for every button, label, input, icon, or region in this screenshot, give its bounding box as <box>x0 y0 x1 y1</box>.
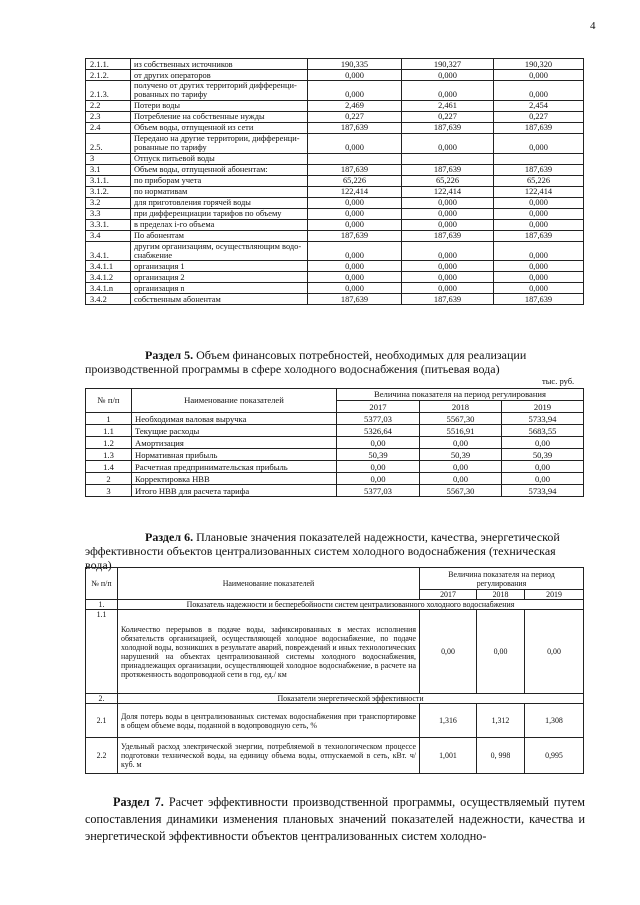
t2-cell-v1: 5326,64 <box>337 425 420 437</box>
t2-cell-v3: 0,00 <box>502 437 584 449</box>
t1-cell-num: 3.4.2 <box>86 294 131 305</box>
t1-cell-v1: 187,639 <box>308 294 402 305</box>
table-row <box>86 208 584 219</box>
t1-cell-name: собственным абонентам <box>131 294 308 305</box>
t1-cell-name: из собственных источников <box>131 59 308 70</box>
t1-cell-name: Объем воды, отпущенной абонентам: <box>131 164 308 175</box>
t2-cell-v1: 0,00 <box>337 437 420 449</box>
t1-cell-name: другим организациям, осуществляющим водо-снабжение <box>131 241 308 261</box>
t1-cell-v2: 0,000 <box>402 208 494 219</box>
t2-cell-num: 1.2 <box>86 437 132 449</box>
t1-cell-name: Потери воды <box>131 100 308 111</box>
t3-row22-v1: 1,001 <box>420 738 477 774</box>
t1-cell-v2: 0,000 <box>402 283 494 294</box>
t1-cell-num: 3.4.1.2 <box>86 272 131 283</box>
t1-cell-name: от других операторов <box>131 70 308 81</box>
section5-label: Раздел 5. <box>145 348 194 362</box>
table-row <box>86 122 584 133</box>
t3-year-2018: 2018 <box>477 590 525 600</box>
t1-cell-num: 2.3 <box>86 111 131 122</box>
t1-cell-v2: 187,639 <box>402 122 494 133</box>
table-row <box>86 425 584 437</box>
t1-cell-v3: 0,227 <box>494 111 584 122</box>
table-row <box>86 272 584 283</box>
t3-sec1-num: 1. <box>86 600 118 610</box>
t1-cell-v3: 187,639 <box>494 164 584 175</box>
t1-cell-v3: 0,000 <box>494 70 584 81</box>
t3-row21-v1: 1,316 <box>420 704 477 738</box>
table-row <box>86 59 584 70</box>
t3-row11-v2: 0,00 <box>477 610 525 694</box>
t1-cell-v3: 0,000 <box>494 219 584 230</box>
t1-cell-v2: 0,000 <box>402 197 494 208</box>
t1-cell-v2: 187,639 <box>402 164 494 175</box>
t1-cell-v1: 0,000 <box>308 241 402 261</box>
t3-row22-v2: 0, 998 <box>477 738 525 774</box>
t1-cell-name: организация 2 <box>131 272 308 283</box>
t2-header-num: № п/п <box>86 389 132 413</box>
t1-cell-v3: 0,000 <box>494 197 584 208</box>
table-row <box>86 70 584 81</box>
t1-cell-v1: 0,000 <box>308 272 402 283</box>
t1-cell-v2: 0,000 <box>402 133 494 153</box>
t2-cell-v2: 5567,30 <box>420 485 502 497</box>
t1-cell-num: 2.2 <box>86 100 131 111</box>
t1-cell-v1: 0,000 <box>308 133 402 153</box>
t1-cell-v1: 0,000 <box>308 261 402 272</box>
t1-cell-v1: 190,335 <box>308 59 402 70</box>
table-row <box>86 413 584 425</box>
financial-needs-table <box>85 388 584 497</box>
t1-cell-v3: 187,639 <box>494 122 584 133</box>
t2-cell-v1: 0,00 <box>337 473 420 485</box>
section6-heading <box>85 530 585 572</box>
t2-cell-name: Текущие расходы <box>132 425 337 437</box>
table-row <box>86 133 584 153</box>
t1-cell-v2: 65,226 <box>402 175 494 186</box>
t1-cell-v1 <box>308 153 402 164</box>
t3-row21-v2: 1,312 <box>477 704 525 738</box>
t1-cell-v3: 65,226 <box>494 175 584 186</box>
t1-cell-v2: 187,639 <box>402 230 494 241</box>
t2-cell-name: Итого НВВ для расчета тарифа <box>132 485 337 497</box>
t2-header-period: Величина показателя на период регулирования <box>337 389 584 401</box>
t1-cell-v2 <box>402 153 494 164</box>
t1-cell-num: 3.4 <box>86 230 131 241</box>
t2-cell-num: 3 <box>86 485 132 497</box>
t3-header-period: Величина показателя на период регулирования <box>420 568 584 590</box>
t1-cell-name: Отпуск питьевой воды <box>131 153 308 164</box>
t3-year-2019: 2019 <box>525 590 584 600</box>
t2-cell-v2: 0,00 <box>420 473 502 485</box>
t3-row11-v3: 0,00 <box>525 610 584 694</box>
t1-cell-v1: 187,639 <box>308 122 402 133</box>
t1-cell-v3: 0,000 <box>494 133 584 153</box>
reliability-indicators-table <box>85 567 584 774</box>
t1-cell-num: 3.3 <box>86 208 131 219</box>
t1-cell-num: 3.1.1. <box>86 175 131 186</box>
t2-year-2019: 2019 <box>502 401 584 413</box>
t3-year-2017: 2017 <box>420 590 477 600</box>
table-row <box>86 153 584 164</box>
t2-cell-v3: 50,39 <box>502 449 584 461</box>
t2-cell-v1: 5377,03 <box>337 413 420 425</box>
t1-cell-name: по приборам учета <box>131 175 308 186</box>
t1-cell-v3: 0,000 <box>494 241 584 261</box>
table-row <box>86 111 584 122</box>
t2-cell-name: Нормативная прибыль <box>132 449 337 461</box>
t2-cell-num: 2 <box>86 473 132 485</box>
table-row <box>86 461 584 473</box>
t1-cell-name: по нормативам <box>131 186 308 197</box>
section5-title: Объем финансовых потребностей, необходимых для реализации производственной программы в сфере холодного водоснабжения (питьевая вода) <box>85 348 527 376</box>
t2-cell-v1: 5377,03 <box>337 485 420 497</box>
t1-cell-v3: 190,320 <box>494 59 584 70</box>
t1-cell-num: 3.3.1. <box>86 219 131 230</box>
section7-text: Расчет эффективности производственной программы, осуществляемый путем сопоставления динамики изменения плановых значений показателей надежности, качества и энергетической эффективности объектов централизованных систем холодно- <box>85 795 585 843</box>
t3-row22-v3: 0,995 <box>525 738 584 774</box>
t1-cell-v1: 65,226 <box>308 175 402 186</box>
t2-cell-v3: 0,00 <box>502 473 584 485</box>
t1-cell-v2: 190,327 <box>402 59 494 70</box>
t1-cell-v3: 0,000 <box>494 208 584 219</box>
t1-cell-v2: 0,227 <box>402 111 494 122</box>
t1-cell-num: 2.1.2. <box>86 70 131 81</box>
t1-cell-v1: 0,000 <box>308 219 402 230</box>
t2-cell-name: Корректировка НВВ <box>132 473 337 485</box>
t1-cell-v3: 0,000 <box>494 283 584 294</box>
t2-year-2017: 2017 <box>337 401 420 413</box>
t2-cell-v3: 5733,94 <box>502 485 584 497</box>
t1-cell-v2: 0,000 <box>402 81 494 101</box>
t2-cell-name: Амортизация <box>132 437 337 449</box>
t1-cell-v1: 0,000 <box>308 197 402 208</box>
t2-cell-name: Расчетная предпринимательская прибыль <box>132 461 337 473</box>
t1-cell-num: 3.4.1.n <box>86 283 131 294</box>
t1-cell-v1: 122,414 <box>308 186 402 197</box>
t2-cell-num: 1.4 <box>86 461 132 473</box>
t1-cell-num: 3.2 <box>86 197 131 208</box>
t2-cell-num: 1.1 <box>86 425 132 437</box>
table-row <box>86 449 584 461</box>
t3-row21-num: 2.1 <box>86 704 118 738</box>
t1-cell-v1: 187,639 <box>308 230 402 241</box>
t1-cell-v3: 122,414 <box>494 186 584 197</box>
t1-cell-v3 <box>494 153 584 164</box>
section6-label: Раздел 6. <box>145 530 194 544</box>
t1-cell-v3: 0,000 <box>494 81 584 101</box>
table-row <box>86 261 584 272</box>
t2-cell-v1: 50,39 <box>337 449 420 461</box>
units-label: тыс. руб. <box>542 376 575 386</box>
t1-cell-name: для приготовления горячей воды <box>131 197 308 208</box>
section7-paragraph <box>85 794 585 845</box>
t1-cell-name: получено от других территорий дифференци-рованных по тарифу <box>131 81 308 101</box>
t1-cell-v1: 187,639 <box>308 164 402 175</box>
t2-cell-num: 1.3 <box>86 449 132 461</box>
t1-cell-name: организация 1 <box>131 261 308 272</box>
table-row <box>86 175 584 186</box>
t3-header-num: № п/п <box>86 568 118 600</box>
t1-cell-num: 2.4 <box>86 122 131 133</box>
table-row <box>86 219 584 230</box>
t1-cell-num: 2.1.1. <box>86 59 131 70</box>
t3-sec1-title: Показатель надежности и бесперебойности систем централизованного холодного водоснабжения <box>118 600 584 610</box>
section6-title: Плановые значения показателей надежности, качества, энергетической эффективности объектов централизованных систем холодного водоснабжения (техническая вода) <box>85 530 560 572</box>
t1-cell-v1: 0,000 <box>308 208 402 219</box>
t1-cell-name: Передано на другие территории, дифференци-рованные по тарифу <box>131 133 308 153</box>
t2-cell-v3: 5733,94 <box>502 413 584 425</box>
table-row <box>86 473 584 485</box>
t1-cell-num: 3.1.2. <box>86 186 131 197</box>
t1-cell-num: 3.4.1.1 <box>86 261 131 272</box>
t3-row22-num: 2.2 <box>86 738 118 774</box>
table-row <box>86 294 584 305</box>
t2-cell-v2: 5516,91 <box>420 425 502 437</box>
t2-cell-v3: 0,00 <box>502 461 584 473</box>
t3-row21-v3: 1,308 <box>525 704 584 738</box>
page-number: 4 <box>590 20 596 32</box>
table-row <box>86 81 584 101</box>
t1-cell-v2: 2,461 <box>402 100 494 111</box>
t1-cell-name: Объем воды, отпущенной из сети <box>131 122 308 133</box>
t1-cell-v2: 122,414 <box>402 186 494 197</box>
t2-year-2018: 2018 <box>420 401 502 413</box>
t2-cell-num: 1 <box>86 413 132 425</box>
table-row <box>86 241 584 261</box>
t1-cell-v1: 2,469 <box>308 100 402 111</box>
table-row <box>86 186 584 197</box>
t1-cell-name: в пределах i-го объема <box>131 219 308 230</box>
t3-row21-name: Доля потерь воды в централизованных системах водоснабжения при транспортировке в общем объеме воды, поданной в водопроводную сеть, % <box>118 704 420 738</box>
t1-cell-num: 2.5. <box>86 133 131 153</box>
t1-cell-v2: 0,000 <box>402 261 494 272</box>
t1-cell-v3: 0,000 <box>494 261 584 272</box>
t3-sec2-num: 2. <box>86 694 118 704</box>
t1-cell-v2: 187,639 <box>402 294 494 305</box>
t2-cell-v3: 5683,55 <box>502 425 584 437</box>
t1-cell-num: 2.1.3. <box>86 81 131 101</box>
t1-cell-num: 3 <box>86 153 131 164</box>
t1-cell-name: организация n <box>131 283 308 294</box>
t3-row11-num: 1.1 <box>86 610 118 694</box>
table-row <box>86 100 584 111</box>
t2-cell-v2: 50,39 <box>420 449 502 461</box>
t2-cell-v2: 5567,30 <box>420 413 502 425</box>
t3-header-name: Наименование показателей <box>118 568 420 600</box>
t2-cell-v2: 0,00 <box>420 461 502 473</box>
t2-header-name: Наименование показателей <box>132 389 337 413</box>
table-row <box>86 485 584 497</box>
t1-cell-v3: 2,454 <box>494 100 584 111</box>
t2-cell-v2: 0,00 <box>420 437 502 449</box>
section7-label: Раздел 7. <box>113 795 164 809</box>
t1-cell-v2: 0,000 <box>402 219 494 230</box>
water-balance-table <box>85 58 584 305</box>
table-row <box>86 197 584 208</box>
t1-cell-v1: 0,000 <box>308 81 402 101</box>
t3-row11-v1: 0,00 <box>420 610 477 694</box>
t2-cell-v1: 0,00 <box>337 461 420 473</box>
t1-cell-num: 3.4.1. <box>86 241 131 261</box>
t1-cell-name: Потребление на собственные нужды <box>131 111 308 122</box>
t1-cell-v2: 0,000 <box>402 272 494 283</box>
t2-cell-name: Необходимая валовая выручка <box>132 413 337 425</box>
t1-cell-v2: 0,000 <box>402 70 494 81</box>
t1-cell-name: По абонентам <box>131 230 308 241</box>
t1-cell-name: при дифференциации тарифов по объему <box>131 208 308 219</box>
table-row <box>86 437 584 449</box>
table-row <box>86 283 584 294</box>
t3-row22-name: Удельный расход электрической энергии, потребляемой в технологическом процессе подготовки технической воды, на единицу объема воды, отпускаемой в сеть, кВт. ч/куб. м <box>118 738 420 774</box>
t1-cell-v2: 0,000 <box>402 241 494 261</box>
t3-sec2-title: Показатели энергетической эффективности <box>118 694 584 704</box>
table-row <box>86 164 584 175</box>
t1-cell-v1: 0,227 <box>308 111 402 122</box>
t1-cell-v1: 0,000 <box>308 70 402 81</box>
table-row <box>86 230 584 241</box>
section5-heading <box>85 348 585 376</box>
t1-cell-v3: 187,639 <box>494 294 584 305</box>
t1-cell-v1: 0,000 <box>308 283 402 294</box>
t1-cell-num: 3.1 <box>86 164 131 175</box>
t1-cell-v3: 187,639 <box>494 230 584 241</box>
t1-cell-v3: 0,000 <box>494 272 584 283</box>
t3-row11-name: Количество перерывов в подаче воды, зафиксированных в местах исполнения обязательств организацией, осуществляющей холодное водоснабжение, по подаче холодной воды, возникших в результате аварий, повреждений и иных технологических нарушений на объектах централизованной системы холодного водоснабжения, принадлежащих организации, осуществляющей холодное водоснабжение, в расчете на протяженность водопроводной сети в год, ед./ км <box>118 610 420 694</box>
